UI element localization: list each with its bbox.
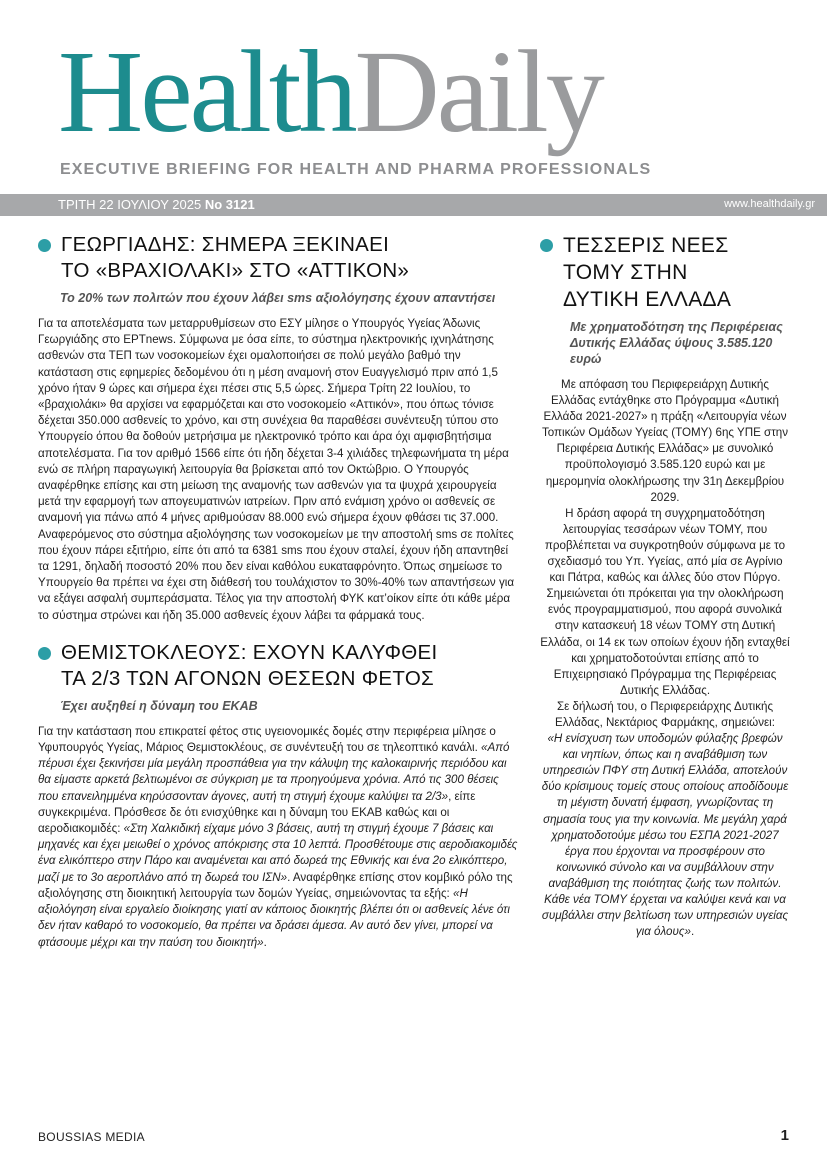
- issue-number: No 3121: [204, 197, 255, 212]
- headline-line-2: ΤΑ 2/3 ΤΩΝ ΑΓΟΝΩΝ ΘΕΣΕΩΝ ΦΕΤΟΣ: [61, 666, 435, 690]
- body-paragraph: Σε δήλωσή του, ο Περιφερειάρχης Δυτικής Ελλάδας, Νεκτάριος Φαρμάκης, σημειώνει:: [555, 699, 775, 729]
- page-number: 1: [780, 1127, 789, 1144]
- article-themistokleous: [38, 640, 518, 951]
- article-subtitle: Με χρηματοδότηση της Περιφέρειας Δυτικής Ελλάδας ύψους 3.585.120 ευρώ: [570, 320, 783, 366]
- article-body: [540, 377, 790, 940]
- article-body: [38, 724, 518, 951]
- body-paragraph: Η δράση αφορά τη συγχρηματοδότηση λειτουργίας τεσσάρων νέων ΤΟΜΥ, που προβλέπεται να συγκροτηθούν σύμφωνα με το σχεδιασμό του Υπ. Υγείας, από μία σε Αγρίνιο και Πάτρα, καθώς και άλλες δύο στον Πύργο.: [544, 506, 786, 585]
- publisher: BOUSSIAS MEDIA: [38, 1130, 145, 1144]
- headline-line-1: ΓΕΩΡΓΙΑΔΗΣ: ΣΗΜΕΡΑ ΞΕΚΙΝΑΕΙ: [61, 233, 390, 256]
- website-link[interactable]: www.healthdaily.gr: [724, 198, 815, 210]
- text-run: Για την κατάσταση που επικρατεί φέτος στις υγειονομικές δομές στην περιφέρεια μίλησε ο Υφυπουργός Υγείας, Μάριος Θεμιστοκλέους, σε συνέντευξή του σε τηλεοπτικό κανάλι.: [38, 724, 496, 755]
- headline-line-3: ΔΥΤΙΚΗ ΕΛΛΑΔΑ: [563, 288, 732, 311]
- date-text: ΤΡΙΤΗ 22 ΙΟΥΛΙΟΥ 2025: [58, 197, 202, 212]
- body-paragraph: Σημειώνεται ότι πρόκειται για την ολοκλήρωση ενός προγραμματισμού, που αφορά συνολικά στην κατασκευή 18 νέων ΤΟΜΥ στη Δυτική Ελλάδα, οι 14 εκ των οποίων έχουν ήδη ενταχθεί και χρηματοδοτούνται επίσης από το Επιχειρησιακό Πρόγραμμα της Περιφέρειας Δυτικής Ελλάδας.: [540, 587, 790, 697]
- body-paragraph: Με απόφαση του Περιφερειάρχη Δυτικής Ελλάδας εντάχθηκε στο Πρόγραμμα «Δυτική Ελλάδα 2021-2027» η πράξη «Λειτουργία νέων Τοπικών Ομάδων Υγείας (ΤΟΜΥ) 6ης ΥΠΕ στην Περιφέρεια Δυτικής Ελλάδας» με συνολικό προϋπολογισμό 3.585.120 ευρώ και με ημερομηνία ολοκλήρωσης την 31η Δεκεμβρίου 2029.: [541, 378, 789, 504]
- logo: [58, 26, 602, 157]
- article-subtitle: Έχει αυξηθεί η δύναμη του ΕΚΑΒ: [60, 698, 258, 713]
- article-body: [38, 316, 518, 624]
- headline: [38, 640, 518, 692]
- quote-run: «Στη Χαλκιδική είχαμε μόνο 3 βάσεις, αυτή τη στιγμή έχουμε 7 βάσεις και μηχανές και έχει μειωθεί ο χρόνος απόκρισης στα 10 λεπτά. Προσθέτουμε στις αεροδιακομιδές ένα ελικόπτερο στην Πάρο και αναμένεται και από δωρεά της Εθνικής και ένα 2ο ελικόπτερο, μαζί με το 3ο αεροπλάνο από τη δωρεά του ΙΣΝ»: [38, 822, 518, 884]
- logo-health: Health: [58, 26, 355, 157]
- left-column: [38, 232, 518, 951]
- article-georgiadis: [38, 232, 518, 624]
- headline-line-2: ΤΟ «ΒΡΑΧΙΟΛΑΚΙ» ΣΤΟ «ΑΤΤΙΚΟΝ»: [61, 259, 410, 282]
- text-run: .: [690, 925, 695, 939]
- tagline: EXECUTIVE BRIEFING FOR HEALTH AND PHARMA PROFESSIONALS: [60, 161, 652, 178]
- quote-paragraph: [540, 731, 790, 940]
- right-column: [540, 232, 790, 940]
- headline-line-1: ΤΕΣΣΕΡΙΣ ΝΕΕΣ: [563, 234, 729, 257]
- body-paragraph: Για τα αποτελέσματα των μεταρρυθμίσεων στο ΕΣΥ μίλησε ο Υπουργός Υγείας Άδωνις Γεωργιάδης στο ΕΡΤnews. Σύμφωνα με όσα είπε, το σύστημα ηλεκτρονικής ιχνηλάτησης ασθενών στα ΤΕΠ των νοσοκομείων έχει ομαλοποιήσει σε πολύ μεγάλο βαθμό την κατάσταση στις εφημερίες δεδομένου ότι η μέση αναμονή στον Ευαγγελισμό πριν από 1,5 χρόνο ήταν 9 ώρες και σήμερα έχει πέσει στις 5,5 ώρες. Σήμερα Τρίτη 22 Ιουλίου, το «βραχιολάκι» θα αρχίσει να εφαρμόζεται και στο νοσοκομείο «Αττικόν», που όπως τόνισε δέχεται 350.000 ασθενείς το χρόνο, και στη συνέχεια θα παραθέσει συνέντευξη τύπου στο Υπουργείο όπου θα δοθούν μετρήσιμα με ηλεκτρονικό τρόπο και άρα όχι αμφισβητήσιμα αποτελέσματα. Για τον αριθμό 1566 είπε ότι ήδη δέχεται 3-4 χιλιάδες τηλεφωνήματα τη μέρα ενώ σε πλήρη παραγωγική λειτουργία θα βρίσκεται από τον Οκτώβριο. Ο Υπουργός αναφέρθηκε επίσης και στη μείωση της αναμονής των ασθενών για τα ψυχρά χειρουργεία μετά την εφαρμογή των απογευματινών ιατρείων. Πριν από ενάμιση χρόνο οι ασθενείς σε αναμονή για πάνω από 4 μήνες αριθμούσαν 88.000 ενώ σήμερα έχουν φθάσει τις 37.000. Αναφερόμενος στο σύστημα αξιολόγησης των νοσοκομείων με την αποστολή sms σε πολίτες που έχουν πάρει εξιτήριο, είπε ότι από τα 6381 sms που έχουν σταλεί, έχουν ήδη απαντηθεί τα 1291, δηλαδή ποσοστό 20% που δεν είναι καθόλου ευκαταφρόνητο. Όπως σημείωσε το Υπουργείο θα πρέπει να έχει στη διάθεσή του τουλάχιστον το 30%-40% των απαντήσεων για να εξάγει ασφαλή συμπεράσματα. Τέλος για την αποστολή ΦΥΚ κατ’οίκον είπε ότι κάθε μέρα το σύστημα στρώνει και ήδη 35.000 ασθενείς έχουν λάβει τα φάρμακά τους.: [38, 317, 515, 622]
- text-run: . Αναφέρθηκε επίσης στον κομβικό ρόλο της αξιολόγησης στη διοικητική λειτουργία των δομών Υγείας, σημειώνοντας τα εξής:: [38, 870, 513, 900]
- text-run: .: [263, 935, 267, 949]
- logo-daily: Daily: [354, 26, 602, 157]
- headline-line-1: ΘΕΜΙΣΤΟΚΛΕΟΥΣ: ΕΧΟΥΝ ΚΑΛΥΦΘΕΙ: [61, 640, 438, 664]
- bullet-dot-icon: [540, 239, 553, 252]
- bullet-dot-icon: [38, 647, 51, 660]
- headline-line-2: ΤΟΜΥ ΣΤΗΝ: [563, 261, 688, 284]
- bullet-dot-icon: [38, 239, 51, 252]
- headline: [38, 232, 518, 284]
- date-bar: [0, 194, 827, 216]
- quote-run: «Η αξιολόγηση είναι εργαλείο διοίκησης γιατί αν κάποιος διοικητής βλέπει ότι οι ασθενείς λένε ότι δεν ήταν καθαρό το νοσοκομείο, θα πρέπει να δράσει άμεσα. Αν αυτό δεν γίνει, μπορεί να φτάσουμε μέχρι και την παύση του διοικητή»: [38, 886, 510, 949]
- quote-run: «Από πέρυσι έχει ξεκινήσει μία μεγάλη προσπάθεια για την κάλυψη της καλοκαιρινής περιόδου και θα είμαστε αρκετά βελτιωμένοι σε σύγκριση με τα προηγούμενα χρόνια. Από τις 300 θέσεις που επανειλημμένα κηρύσσονταν άγονες, αυτή τη στιγμή έχουμε καλύψει τα 2/3»: [38, 741, 510, 803]
- headline: [540, 232, 790, 313]
- quote-run: «Η ενίσχυση των υποδομών φύλαξης βρεφών και νηπίων, όπως και η αναβάθμιση των υπηρεσιών ΠΦΥ στη Δυτική Ελλάδα, αποτελούν δύο κρίσιμους τομείς στους οποίους αποδίδουμε τη μέγιστη δυνατή έμφαση, γνωρίζοντας τη σημασία τους για την κοινωνία. Με μεγάλη χαρά χρηματοδοτούμε μέσω του ΕΣΠΑ 2021-2027 έργα που έρχονται να προσφέρουν στο κοινωνικό σύνολο και να συμβάλλουν στην αναβάθμιση της ποιότητας ζωής των πολιτών. Κάθε νέα ΤΟΜΥ έρχεται να καλύψει κενά και να συμβάλλει στην βελτίωση των υπηρεσιών υγείας για όλους»: [541, 732, 789, 939]
- issue-date: [58, 197, 255, 212]
- text-run: , είπε συγκεκριμένα. Πρόσθεσε δε ότι ενισχύθηκε και η δύναμη του ΕΚΑΒ καθώς και οι αεροδιακομιδές:: [38, 789, 476, 836]
- article-subtitle: Το 20% των πολιτών που έχουν λάβει sms αξιολόγησης έχουν απαντήσει: [60, 291, 496, 305]
- body-paragraph: [38, 724, 518, 951]
